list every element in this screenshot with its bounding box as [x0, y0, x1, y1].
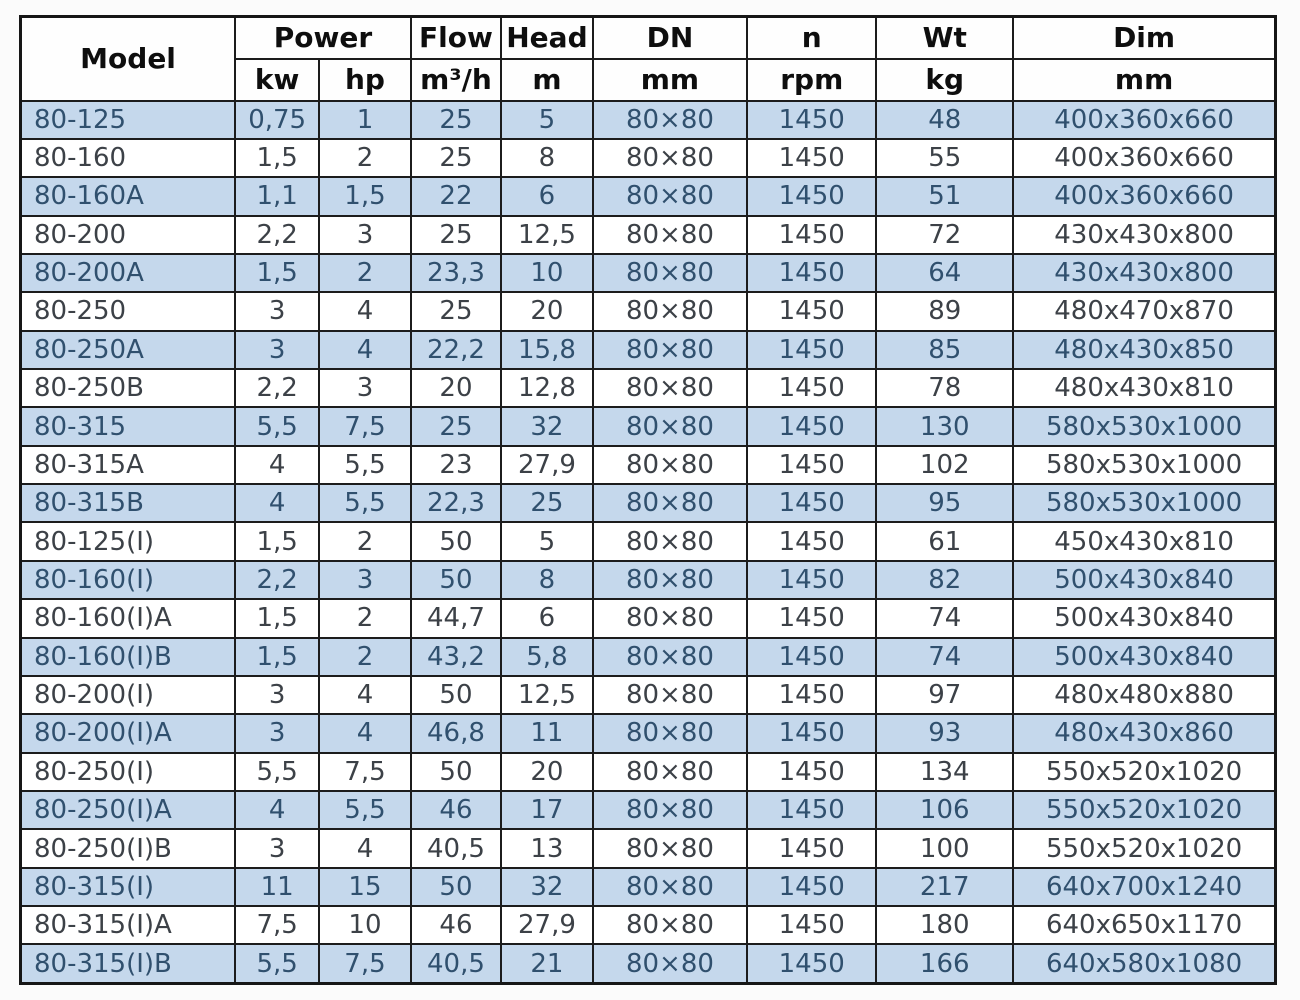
cell-dim: 580x530x1000	[1013, 407, 1275, 445]
cell-model: 80-125	[21, 101, 236, 139]
cell-model: 80-160	[21, 139, 236, 177]
cell-power-hp: 4	[319, 292, 411, 330]
col-header-dn: DN	[593, 17, 747, 59]
cell-power-kw: 0,75	[235, 101, 319, 139]
cell-n: 1450	[747, 714, 876, 752]
cell-power-kw: 3	[235, 292, 319, 330]
cell-power-hp: 3	[319, 216, 411, 254]
cell-flow: 40,5	[411, 829, 501, 867]
cell-model: 80-250A	[21, 331, 236, 369]
cell-wt: 51	[876, 177, 1013, 215]
cell-wt: 180	[876, 906, 1013, 944]
cell-n: 1450	[747, 522, 876, 560]
cell-power-hp: 1,5	[319, 177, 411, 215]
cell-dn: 80×80	[593, 868, 747, 906]
cell-model: 80-315A	[21, 446, 236, 484]
table-row	[21, 369, 1276, 407]
cell-n: 1450	[747, 868, 876, 906]
cell-model: 80-200(I)A	[21, 714, 236, 752]
cell-flow: 50	[411, 522, 501, 560]
cell-dn: 80×80	[593, 714, 747, 752]
cell-wt: 78	[876, 369, 1013, 407]
cell-flow: 25	[411, 407, 501, 445]
cell-n: 1450	[747, 676, 876, 714]
cell-dn: 80×80	[593, 829, 747, 867]
unit-head: m	[501, 59, 593, 101]
cell-power-hp: 2	[319, 638, 411, 676]
cell-dim: 500x430x840	[1013, 638, 1275, 676]
cell-power-hp: 5,5	[319, 791, 411, 829]
cell-power-hp: 2	[319, 522, 411, 560]
cell-wt: 74	[876, 638, 1013, 676]
cell-dim: 450x430x810	[1013, 522, 1275, 560]
table-row	[21, 829, 1276, 867]
col-header-wt: Wt	[876, 17, 1013, 59]
cell-power-kw: 4	[235, 791, 319, 829]
cell-dim: 480x480x880	[1013, 676, 1275, 714]
table-row	[21, 599, 1276, 637]
cell-dim: 640x700x1240	[1013, 868, 1275, 906]
cell-dn: 80×80	[593, 254, 747, 292]
cell-wt: 72	[876, 216, 1013, 254]
cell-head: 25	[501, 484, 593, 522]
cell-n: 1450	[747, 829, 876, 867]
cell-n: 1450	[747, 216, 876, 254]
unit-power-hp: hp	[319, 59, 411, 101]
cell-dim: 430x430x800	[1013, 254, 1275, 292]
cell-dn: 80×80	[593, 906, 747, 944]
cell-dn: 80×80	[593, 791, 747, 829]
cell-dn: 80×80	[593, 599, 747, 637]
cell-n: 1450	[747, 791, 876, 829]
table-row	[21, 868, 1276, 906]
cell-power-hp: 2	[319, 254, 411, 292]
cell-flow: 50	[411, 676, 501, 714]
table-row	[21, 791, 1276, 829]
cell-head: 12,5	[501, 676, 593, 714]
cell-power-hp: 1	[319, 101, 411, 139]
cell-head: 15,8	[501, 331, 593, 369]
cell-wt: 102	[876, 446, 1013, 484]
table-row	[21, 177, 1276, 215]
cell-flow: 25	[411, 139, 501, 177]
cell-flow: 40,5	[411, 944, 501, 983]
cell-model: 80-315(I)A	[21, 906, 236, 944]
col-header-dim: Dim	[1013, 17, 1275, 59]
cell-power-kw: 1,5	[235, 139, 319, 177]
table-row	[21, 254, 1276, 292]
col-header-head: Head	[501, 17, 593, 59]
pump-spec-table	[19, 15, 1277, 985]
cell-n: 1450	[747, 369, 876, 407]
cell-dn: 80×80	[593, 446, 747, 484]
cell-power-hp: 2	[319, 139, 411, 177]
cell-dim: 480x470x870	[1013, 292, 1275, 330]
cell-wt: 64	[876, 254, 1013, 292]
cell-power-kw: 2,2	[235, 369, 319, 407]
cell-head: 5	[501, 522, 593, 560]
cell-dn: 80×80	[593, 101, 747, 139]
cell-power-hp: 4	[319, 829, 411, 867]
cell-power-hp: 10	[319, 906, 411, 944]
cell-dn: 80×80	[593, 216, 747, 254]
cell-head: 20	[501, 292, 593, 330]
table-row	[21, 638, 1276, 676]
cell-dn: 80×80	[593, 177, 747, 215]
cell-flow: 20	[411, 369, 501, 407]
cell-wt: 166	[876, 944, 1013, 983]
cell-wt: 130	[876, 407, 1013, 445]
table-row	[21, 676, 1276, 714]
cell-flow: 25	[411, 292, 501, 330]
cell-power-kw: 11	[235, 868, 319, 906]
cell-power-kw: 1,5	[235, 522, 319, 560]
cell-dim: 580x530x1000	[1013, 484, 1275, 522]
col-header-flow: Flow	[411, 17, 501, 59]
cell-model: 80-315	[21, 407, 236, 445]
cell-model: 80-200(I)	[21, 676, 236, 714]
cell-n: 1450	[747, 599, 876, 637]
cell-wt: 217	[876, 868, 1013, 906]
cell-head: 12,8	[501, 369, 593, 407]
cell-dim: 400x360x660	[1013, 139, 1275, 177]
table-row	[21, 906, 1276, 944]
cell-n: 1450	[747, 254, 876, 292]
table-row	[21, 753, 1276, 791]
cell-model: 80-250	[21, 292, 236, 330]
cell-dim: 430x430x800	[1013, 216, 1275, 254]
cell-power-kw: 3	[235, 331, 319, 369]
cell-power-kw: 1,5	[235, 254, 319, 292]
cell-dn: 80×80	[593, 561, 747, 599]
cell-dim: 500x430x840	[1013, 599, 1275, 637]
unit-n: rpm	[747, 59, 876, 101]
cell-dn: 80×80	[593, 292, 747, 330]
cell-flow: 23,3	[411, 254, 501, 292]
cell-model: 80-250(I)	[21, 753, 236, 791]
cell-flow: 22,2	[411, 331, 501, 369]
table-row	[21, 714, 1276, 752]
cell-model: 80-315(I)B	[21, 944, 236, 983]
table-row	[21, 522, 1276, 560]
cell-n: 1450	[747, 753, 876, 791]
cell-head: 5	[501, 101, 593, 139]
cell-wt: 85	[876, 331, 1013, 369]
cell-power-kw: 5,5	[235, 944, 319, 983]
cell-model: 80-160A	[21, 177, 236, 215]
cell-n: 1450	[747, 139, 876, 177]
cell-flow: 50	[411, 753, 501, 791]
table-row	[21, 407, 1276, 445]
cell-flow: 50	[411, 561, 501, 599]
cell-power-hp: 4	[319, 714, 411, 752]
cell-n: 1450	[747, 484, 876, 522]
cell-head: 27,9	[501, 446, 593, 484]
col-header-n: n	[747, 17, 876, 59]
cell-flow: 46,8	[411, 714, 501, 752]
cell-power-kw: 1,1	[235, 177, 319, 215]
cell-power-hp: 4	[319, 676, 411, 714]
cell-dn: 80×80	[593, 331, 747, 369]
cell-flow: 22,3	[411, 484, 501, 522]
table-row	[21, 216, 1276, 254]
cell-dim: 640x580x1080	[1013, 944, 1275, 983]
cell-power-kw: 3	[235, 714, 319, 752]
cell-wt: 82	[876, 561, 1013, 599]
cell-wt: 134	[876, 753, 1013, 791]
cell-flow: 25	[411, 101, 501, 139]
cell-head: 27,9	[501, 906, 593, 944]
table-row	[21, 292, 1276, 330]
cell-dn: 80×80	[593, 139, 747, 177]
cell-power-kw: 5,5	[235, 753, 319, 791]
cell-dn: 80×80	[593, 522, 747, 560]
col-header-power: Power	[235, 17, 411, 59]
cell-head: 32	[501, 868, 593, 906]
cell-head: 6	[501, 177, 593, 215]
cell-model: 80-200	[21, 216, 236, 254]
cell-wt: 106	[876, 791, 1013, 829]
cell-model: 80-160(I)B	[21, 638, 236, 676]
cell-model: 80-250(I)B	[21, 829, 236, 867]
cell-n: 1450	[747, 407, 876, 445]
cell-n: 1450	[747, 292, 876, 330]
table-row	[21, 561, 1276, 599]
cell-model: 80-315B	[21, 484, 236, 522]
cell-power-kw: 2,2	[235, 216, 319, 254]
cell-power-kw: 4	[235, 446, 319, 484]
cell-dim: 500x430x840	[1013, 561, 1275, 599]
cell-flow: 44,7	[411, 599, 501, 637]
cell-flow: 22	[411, 177, 501, 215]
cell-power-hp: 7,5	[319, 753, 411, 791]
cell-power-hp: 7,5	[319, 407, 411, 445]
cell-head: 11	[501, 714, 593, 752]
cell-power-hp: 7,5	[319, 944, 411, 983]
cell-n: 1450	[747, 561, 876, 599]
cell-dn: 80×80	[593, 369, 747, 407]
cell-n: 1450	[747, 331, 876, 369]
cell-power-kw: 3	[235, 829, 319, 867]
col-header-model: Model	[21, 17, 236, 101]
cell-dim: 550x520x1020	[1013, 791, 1275, 829]
header-row-labels	[21, 17, 1276, 59]
cell-n: 1450	[747, 101, 876, 139]
cell-dim: 580x530x1000	[1013, 446, 1275, 484]
table-row	[21, 446, 1276, 484]
cell-dn: 80×80	[593, 944, 747, 983]
cell-wt: 97	[876, 676, 1013, 714]
cell-power-kw: 1,5	[235, 599, 319, 637]
cell-wt: 100	[876, 829, 1013, 867]
cell-head: 5,8	[501, 638, 593, 676]
table-header	[21, 17, 1276, 101]
cell-power-hp: 3	[319, 561, 411, 599]
cell-model: 80-125(I)	[21, 522, 236, 560]
cell-n: 1450	[747, 944, 876, 983]
cell-head: 21	[501, 944, 593, 983]
cell-flow: 43,2	[411, 638, 501, 676]
cell-wt: 93	[876, 714, 1013, 752]
cell-flow: 46	[411, 906, 501, 944]
cell-power-kw: 1,5	[235, 638, 319, 676]
cell-power-hp: 5,5	[319, 446, 411, 484]
cell-flow: 50	[411, 868, 501, 906]
cell-dn: 80×80	[593, 638, 747, 676]
unit-dim: mm	[1013, 59, 1275, 101]
cell-model: 80-250B	[21, 369, 236, 407]
table-row	[21, 331, 1276, 369]
cell-wt: 48	[876, 101, 1013, 139]
cell-n: 1450	[747, 446, 876, 484]
cell-power-hp: 3	[319, 369, 411, 407]
table-row	[21, 101, 1276, 139]
cell-power-kw: 3	[235, 676, 319, 714]
cell-model: 80-250(I)A	[21, 791, 236, 829]
cell-flow: 46	[411, 791, 501, 829]
cell-flow: 23	[411, 446, 501, 484]
cell-power-hp: 5,5	[319, 484, 411, 522]
cell-head: 8	[501, 561, 593, 599]
cell-model: 80-315(I)	[21, 868, 236, 906]
cell-power-kw: 2,2	[235, 561, 319, 599]
cell-power-kw: 7,5	[235, 906, 319, 944]
cell-flow: 25	[411, 216, 501, 254]
table-row	[21, 139, 1276, 177]
cell-power-hp: 4	[319, 331, 411, 369]
cell-head: 10	[501, 254, 593, 292]
table-row	[21, 484, 1276, 522]
cell-dn: 80×80	[593, 676, 747, 714]
cell-dim: 480x430x810	[1013, 369, 1275, 407]
cell-power-kw: 5,5	[235, 407, 319, 445]
cell-model: 80-160(I)A	[21, 599, 236, 637]
cell-dim: 550x520x1020	[1013, 829, 1275, 867]
cell-head: 17	[501, 791, 593, 829]
cell-dim: 480x430x860	[1013, 714, 1275, 752]
table-body	[21, 101, 1276, 984]
cell-wt: 55	[876, 139, 1013, 177]
cell-head: 12,5	[501, 216, 593, 254]
cell-head: 6	[501, 599, 593, 637]
cell-head: 32	[501, 407, 593, 445]
cell-wt: 89	[876, 292, 1013, 330]
cell-n: 1450	[747, 177, 876, 215]
cell-dim: 480x430x850	[1013, 331, 1275, 369]
table-row	[21, 944, 1276, 983]
cell-model: 80-160(I)	[21, 561, 236, 599]
cell-wt: 95	[876, 484, 1013, 522]
cell-n: 1450	[747, 906, 876, 944]
cell-head: 8	[501, 139, 593, 177]
unit-power-kw: kw	[235, 59, 319, 101]
unit-wt: kg	[876, 59, 1013, 101]
cell-head: 20	[501, 753, 593, 791]
cell-n: 1450	[747, 638, 876, 676]
cell-dn: 80×80	[593, 407, 747, 445]
cell-power-kw: 4	[235, 484, 319, 522]
cell-wt: 74	[876, 599, 1013, 637]
unit-dn: mm	[593, 59, 747, 101]
cell-dim: 550x520x1020	[1013, 753, 1275, 791]
cell-model: 80-200A	[21, 254, 236, 292]
cell-wt: 61	[876, 522, 1013, 560]
cell-dim: 400x360x660	[1013, 177, 1275, 215]
cell-dn: 80×80	[593, 753, 747, 791]
cell-dim: 640x650x1170	[1013, 906, 1275, 944]
cell-dim: 400x360x660	[1013, 101, 1275, 139]
cell-power-hp: 2	[319, 599, 411, 637]
unit-flow: m³/h	[411, 59, 501, 101]
cell-dn: 80×80	[593, 484, 747, 522]
cell-head: 13	[501, 829, 593, 867]
cell-power-hp: 15	[319, 868, 411, 906]
